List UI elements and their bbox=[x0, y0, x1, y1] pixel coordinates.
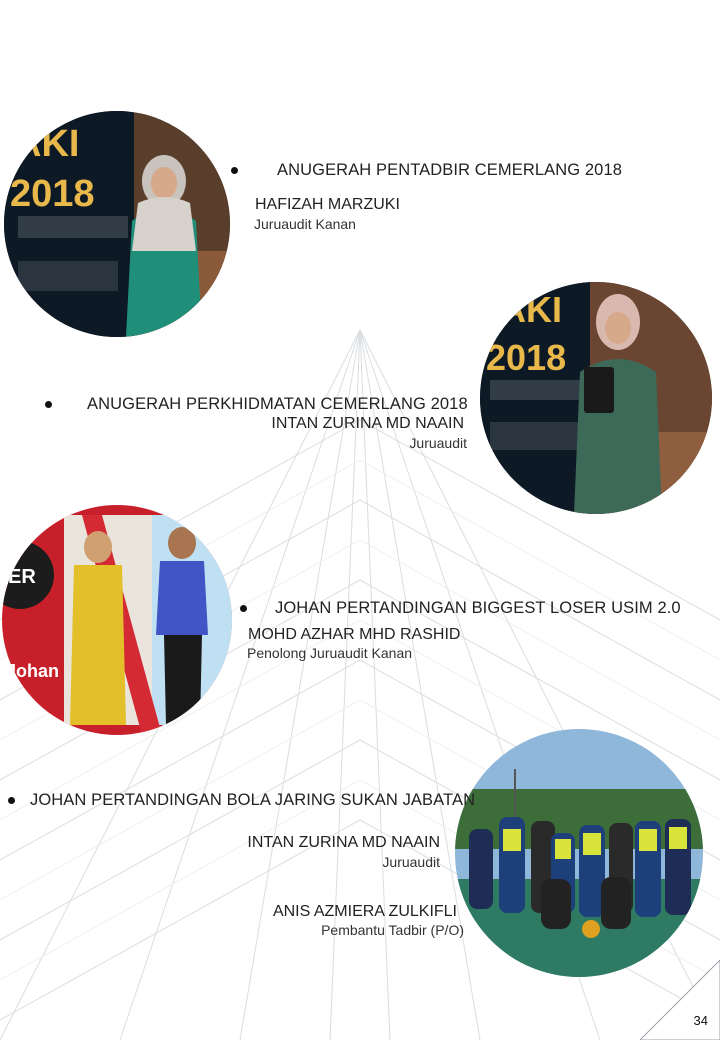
bullet bbox=[8, 797, 15, 804]
recipient-name: HAFIZAH MARZUKI bbox=[255, 196, 400, 213]
photo-netball-team bbox=[455, 729, 703, 977]
svg-text:AKI: AKI bbox=[500, 289, 562, 330]
svg-text:ER: ER bbox=[8, 566, 36, 588]
photo-hafizah-marzuki bbox=[4, 111, 230, 337]
bullet bbox=[240, 605, 247, 612]
svg-text:2018: 2018 bbox=[10, 173, 95, 215]
svg-text:AKI: AKI bbox=[14, 123, 80, 165]
recipient-name: INTAN ZURINA MD NAAIN bbox=[247, 834, 440, 851]
svg-text:Johan: Johan bbox=[6, 661, 60, 681]
award-title: JOHAN PERTANDINGAN BOLA JARING SUKAN JABATAN bbox=[30, 791, 476, 809]
recipient-name: MOHD AZHAR MHD RASHID bbox=[248, 626, 461, 643]
photo-mohd-azhar bbox=[2, 505, 232, 735]
bullet bbox=[45, 401, 52, 408]
recipient-role: Juruaudit bbox=[409, 435, 467, 451]
award-title: ANUGERAH PERKHIDMATAN CEMERLANG 2018 bbox=[87, 395, 468, 413]
recipient-name: INTAN ZURINA MD NAAIN bbox=[271, 415, 464, 432]
page-number: 34 bbox=[693, 1013, 708, 1028]
award-title: ANUGERAH PENTADBIR CEMERLANG 2018 bbox=[277, 161, 622, 179]
recipient-role: Juruaudit bbox=[382, 854, 440, 870]
recipient-role: Juruaudit Kanan bbox=[254, 216, 356, 232]
recipient-role: Penolong Juruaudit Kanan bbox=[247, 645, 413, 661]
bullet bbox=[231, 167, 238, 174]
photo-intan-zurina-award bbox=[480, 282, 712, 514]
recipient-role: Pembantu Tadbir (P/O) bbox=[321, 922, 464, 938]
recipient-name: ANIS AZMIERA ZULKIFLI bbox=[272, 903, 457, 920]
page-corner-decoration bbox=[640, 960, 720, 1040]
award-title: JOHAN PERTANDINGAN BIGGEST LOSER USIM 2.0 bbox=[275, 599, 681, 617]
svg-text:2018: 2018 bbox=[486, 337, 567, 378]
